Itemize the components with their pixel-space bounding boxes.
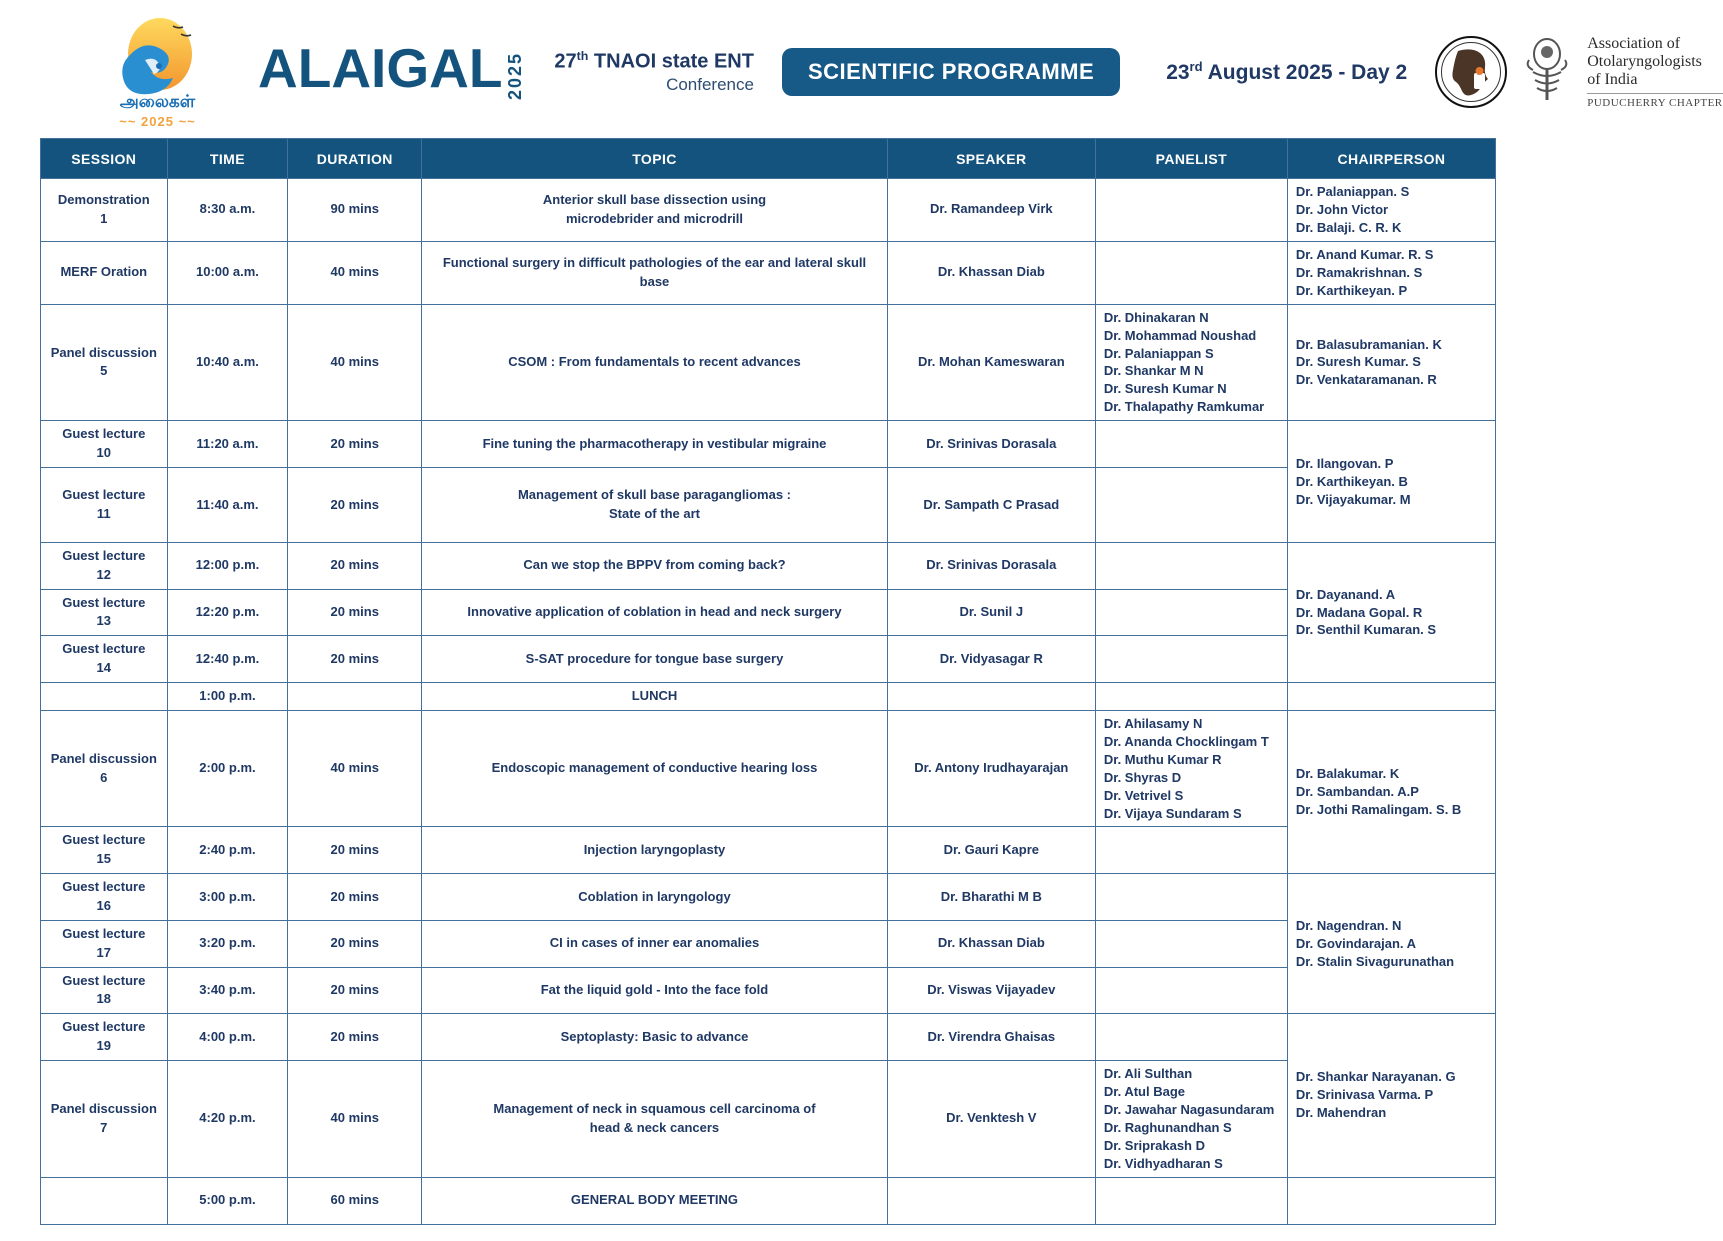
time-cell: 12:20 p.m.	[167, 589, 288, 636]
duration-cell: 20 mins	[288, 1014, 422, 1061]
aoi-seal-icon	[1435, 36, 1507, 108]
session-cell	[41, 683, 168, 711]
speaker-cell: Dr. Sunil J	[887, 589, 1095, 636]
brand-name: ALAIGAL	[258, 37, 503, 99]
panelist-cell: Dr. Dhinakaran N Dr. Mohammad Noushad Dr. Palaniappan S Dr. Shankar M N Dr. Suresh Kumar N Dr. Thalapathy Ramkumar	[1095, 304, 1287, 421]
time-cell: 10:40 a.m.	[167, 304, 288, 421]
column-header: TIME	[167, 139, 288, 179]
speaker-cell: Dr. Gauri Kapre	[887, 827, 1095, 874]
panelist-cell: Dr. Ahilasamy N Dr. Ananda Chocklingam T Dr. Muthu Kumar R Dr. Shyras D Dr. Vetrivel S Dr. Vijaya Sundaram S	[1095, 710, 1287, 827]
topic-cell: Fine tuning the pharmacotherapy in vestibular migraine	[422, 421, 888, 468]
duration-cell: 20 mins	[288, 421, 422, 468]
topic-cell: CSOM : From fundamentals to recent advances	[422, 304, 888, 421]
table-row	[41, 967, 1496, 1014]
duration-cell: 20 mins	[288, 589, 422, 636]
panelist-cell	[1095, 1177, 1287, 1224]
table-row	[41, 241, 1496, 304]
table-row	[41, 827, 1496, 874]
table-row	[41, 467, 1496, 542]
panelist-cell: Dr. Ali Sulthan Dr. Atul Bage Dr. Jawahar Nagasundaram Dr. Raghunandhan S Dr. Sriprakash D Dr. Vidhyadharan S	[1095, 1060, 1287, 1177]
session-cell: Guest lecture 18	[41, 967, 168, 1014]
chairperson-cell: Dr. Ilangovan. P Dr. Karthikeyan. B Dr. Vijayakumar. M	[1287, 421, 1495, 543]
table-header-row	[41, 139, 1496, 179]
speaker-cell: Dr. Virendra Ghaisas	[887, 1014, 1095, 1061]
table-row	[41, 421, 1496, 468]
speaker-cell	[887, 683, 1095, 711]
topic-cell: GENERAL BODY MEETING	[422, 1177, 888, 1224]
duration-cell	[288, 683, 422, 711]
chairperson-cell: Dr. Balasubramanian. K Dr. Suresh Kumar. S Dr. Venkataramanan. R	[1287, 304, 1495, 421]
panelist-cell	[1095, 967, 1287, 1014]
brand	[258, 37, 526, 100]
time-cell: 4:20 p.m.	[167, 1060, 288, 1177]
speaker-cell: Dr. Khassan Diab	[887, 241, 1095, 304]
speaker-cell	[887, 1177, 1095, 1224]
topic-cell: CI in cases of inner ear anomalies	[422, 920, 888, 967]
association-chapter: PUDUCHERRY CHAPTER	[1587, 96, 1723, 109]
duration-cell: 20 mins	[288, 827, 422, 874]
table-row	[41, 874, 1496, 921]
association-text	[1587, 35, 1722, 109]
panelist-cell	[1095, 1014, 1287, 1061]
time-cell: 4:00 p.m.	[167, 1014, 288, 1061]
chairperson-cell: Dr. Dayanand. A Dr. Madana Gopal. R Dr. Senthil Kumaran. S	[1287, 542, 1495, 682]
session-cell: Guest lecture 11	[41, 467, 168, 542]
duration-cell: 20 mins	[288, 542, 422, 589]
duration-cell: 60 mins	[288, 1177, 422, 1224]
speaker-cell: Dr. Viswas Vijayadev	[887, 967, 1095, 1014]
page-header	[0, 0, 1723, 138]
schedule-table	[40, 138, 1496, 1225]
duration-cell: 20 mins	[288, 874, 422, 921]
time-cell: 11:40 a.m.	[167, 467, 288, 542]
session-cell: Guest lecture 14	[41, 636, 168, 683]
alaigal-logo	[85, 16, 230, 129]
session-cell: Guest lecture 13	[41, 589, 168, 636]
time-cell: 12:00 p.m.	[167, 542, 288, 589]
session-cell: Guest lecture 10	[41, 421, 168, 468]
speaker-cell: Dr. Antony Irudhayarajan	[887, 710, 1095, 827]
association-name-line: of India	[1587, 70, 1638, 88]
topic-cell: Can we stop the BPPV from coming back?	[422, 542, 888, 589]
duration-cell: 20 mins	[288, 920, 422, 967]
topic-cell: Coblation in laryngology	[422, 874, 888, 921]
table-row	[41, 710, 1496, 827]
schedule-section	[0, 138, 1536, 1225]
association-logos	[1435, 35, 1722, 109]
time-cell: 8:30 a.m.	[167, 179, 288, 242]
sun-wave-icon	[115, 16, 201, 96]
column-header: CHAIRPERSON	[1287, 139, 1495, 179]
table-body	[41, 179, 1496, 1225]
topic-cell: Endoscopic management of conductive hearing loss	[422, 710, 888, 827]
panelist-cell	[1095, 241, 1287, 304]
panelist-cell	[1095, 179, 1287, 242]
panelist-cell	[1095, 920, 1287, 967]
session-cell: Guest lecture 16	[41, 874, 168, 921]
topic-cell: S-SAT procedure for tongue base surgery	[422, 636, 888, 683]
column-header: PANELIST	[1095, 139, 1287, 179]
panelist-cell	[1095, 636, 1287, 683]
table-row	[41, 179, 1496, 242]
logo-year: ~~ 2025 ~~	[119, 113, 196, 129]
speaker-cell: Dr. Ramandeep Virk	[887, 179, 1095, 242]
time-cell: 2:40 p.m.	[167, 827, 288, 874]
duration-cell: 20 mins	[288, 636, 422, 683]
table-row	[41, 1177, 1496, 1224]
topic-cell: LUNCH	[422, 683, 888, 711]
session-cell: Panel discussion 5	[41, 304, 168, 421]
column-header: DURATION	[288, 139, 422, 179]
table-row	[41, 636, 1496, 683]
chairperson-cell: Dr. Palaniappan. S Dr. John Victor Dr. Balaji. C. R. K	[1287, 179, 1495, 242]
speaker-cell: Dr. Venktesh V	[887, 1060, 1095, 1177]
divider	[1587, 93, 1722, 94]
speaker-cell: Dr. Srinivas Dorasala	[887, 542, 1095, 589]
duration-cell: 40 mins	[288, 710, 422, 827]
table-row	[41, 1014, 1496, 1061]
topic-cell: Management of neck in squamous cell carcinoma of head & neck cancers	[422, 1060, 888, 1177]
session-cell: Demonstration 1	[41, 179, 168, 242]
topic-cell: Functional surgery in difficult pathologies of the ear and lateral skull base	[422, 241, 888, 304]
time-cell: 3:40 p.m.	[167, 967, 288, 1014]
table-row	[41, 589, 1496, 636]
scientific-programme-badge: SCIENTIFIC PROGRAMME	[782, 48, 1120, 96]
panelist-cell	[1095, 827, 1287, 874]
session-cell: Guest lecture 17	[41, 920, 168, 967]
speaker-cell: Dr. Sampath C Prasad	[887, 467, 1095, 542]
column-header: TOPIC	[422, 139, 888, 179]
column-header: SPEAKER	[887, 139, 1095, 179]
session-cell: Panel discussion 6	[41, 710, 168, 827]
topic-cell: Anterior skull base dissection using microdebrider and microdrill	[422, 179, 888, 242]
logo-tamil-text: அலைகள்	[119, 91, 196, 111]
chairperson-cell: Dr. Anand Kumar. R. S Dr. Ramakrishnan. S Dr. Karthikeyan. P	[1287, 241, 1495, 304]
topic-cell: Innovative application of coblation in head and neck surgery	[422, 589, 888, 636]
session-cell: Guest lecture 15	[41, 827, 168, 874]
conference-line2: Conference	[666, 75, 754, 95]
session-cell: Guest lecture 12	[41, 542, 168, 589]
duration-cell: 20 mins	[288, 467, 422, 542]
session-cell: Guest lecture 19	[41, 1014, 168, 1061]
duration-cell: 90 mins	[288, 179, 422, 242]
table-row	[41, 542, 1496, 589]
duration-cell: 40 mins	[288, 1060, 422, 1177]
time-cell: 12:40 p.m.	[167, 636, 288, 683]
time-cell: 10:00 a.m.	[167, 241, 288, 304]
chairperson-cell: Dr. Nagendran. N Dr. Govindarajan. A Dr. Stalin Sivagurunathan	[1287, 874, 1495, 1014]
conference-line1: 27th TNAOI state ENT	[554, 48, 754, 73]
table-row	[41, 683, 1496, 711]
session-cell: Panel discussion 7	[41, 1060, 168, 1177]
brand-year-vertical: 2025	[505, 51, 526, 100]
panelist-cell	[1095, 683, 1287, 711]
table-row	[41, 304, 1496, 421]
aoi-emblem-icon	[1521, 38, 1573, 106]
topic-cell: Septoplasty: Basic to advance	[422, 1014, 888, 1061]
chairperson-cell: Dr. Shankar Narayanan. G Dr. Srinivasa Varma. P Dr. Mahendran	[1287, 1014, 1495, 1177]
panelist-cell	[1095, 874, 1287, 921]
topic-cell: Fat the liquid gold - Into the face fold	[422, 967, 888, 1014]
table-row	[41, 1060, 1496, 1177]
time-cell: 3:20 p.m.	[167, 920, 288, 967]
panelist-cell	[1095, 589, 1287, 636]
event-date: 23rd August 2025 - Day 2	[1166, 59, 1408, 84]
table-row	[41, 920, 1496, 967]
time-cell: 11:20 a.m.	[167, 421, 288, 468]
topic-cell: Management of skull base paragangliomas : State of the art	[422, 467, 888, 542]
column-header: SESSION	[41, 139, 168, 179]
chairperson-cell	[1287, 1177, 1495, 1224]
time-cell: 5:00 p.m.	[167, 1177, 288, 1224]
chairperson-cell: Dr. Balakumar. K Dr. Sambandan. A.P Dr. Jothi Ramalingam. S. B	[1287, 710, 1495, 873]
speaker-cell: Dr. Srinivas Dorasala	[887, 421, 1095, 468]
chairperson-cell	[1287, 683, 1495, 711]
time-cell: 3:00 p.m.	[167, 874, 288, 921]
time-cell: 1:00 p.m.	[167, 683, 288, 711]
panelist-cell	[1095, 542, 1287, 589]
conference-title	[554, 49, 754, 96]
session-cell: MERF Oration	[41, 241, 168, 304]
panelist-cell	[1095, 421, 1287, 468]
duration-cell: 40 mins	[288, 241, 422, 304]
association-name-line: Otolaryngologists	[1587, 53, 1702, 71]
duration-cell: 40 mins	[288, 304, 422, 421]
speaker-cell: Dr. Khassan Diab	[887, 920, 1095, 967]
panelist-cell	[1095, 467, 1287, 542]
duration-cell: 20 mins	[288, 967, 422, 1014]
topic-cell: Injection laryngoplasty	[422, 827, 888, 874]
speaker-cell: Dr. Mohan Kameswaran	[887, 304, 1095, 421]
association-name-line: Association of	[1587, 35, 1681, 53]
speaker-cell: Dr. Bharathi M B	[887, 874, 1095, 921]
session-cell	[41, 1177, 168, 1224]
speaker-cell: Dr. Vidyasagar R	[887, 636, 1095, 683]
time-cell: 2:00 p.m.	[167, 710, 288, 827]
